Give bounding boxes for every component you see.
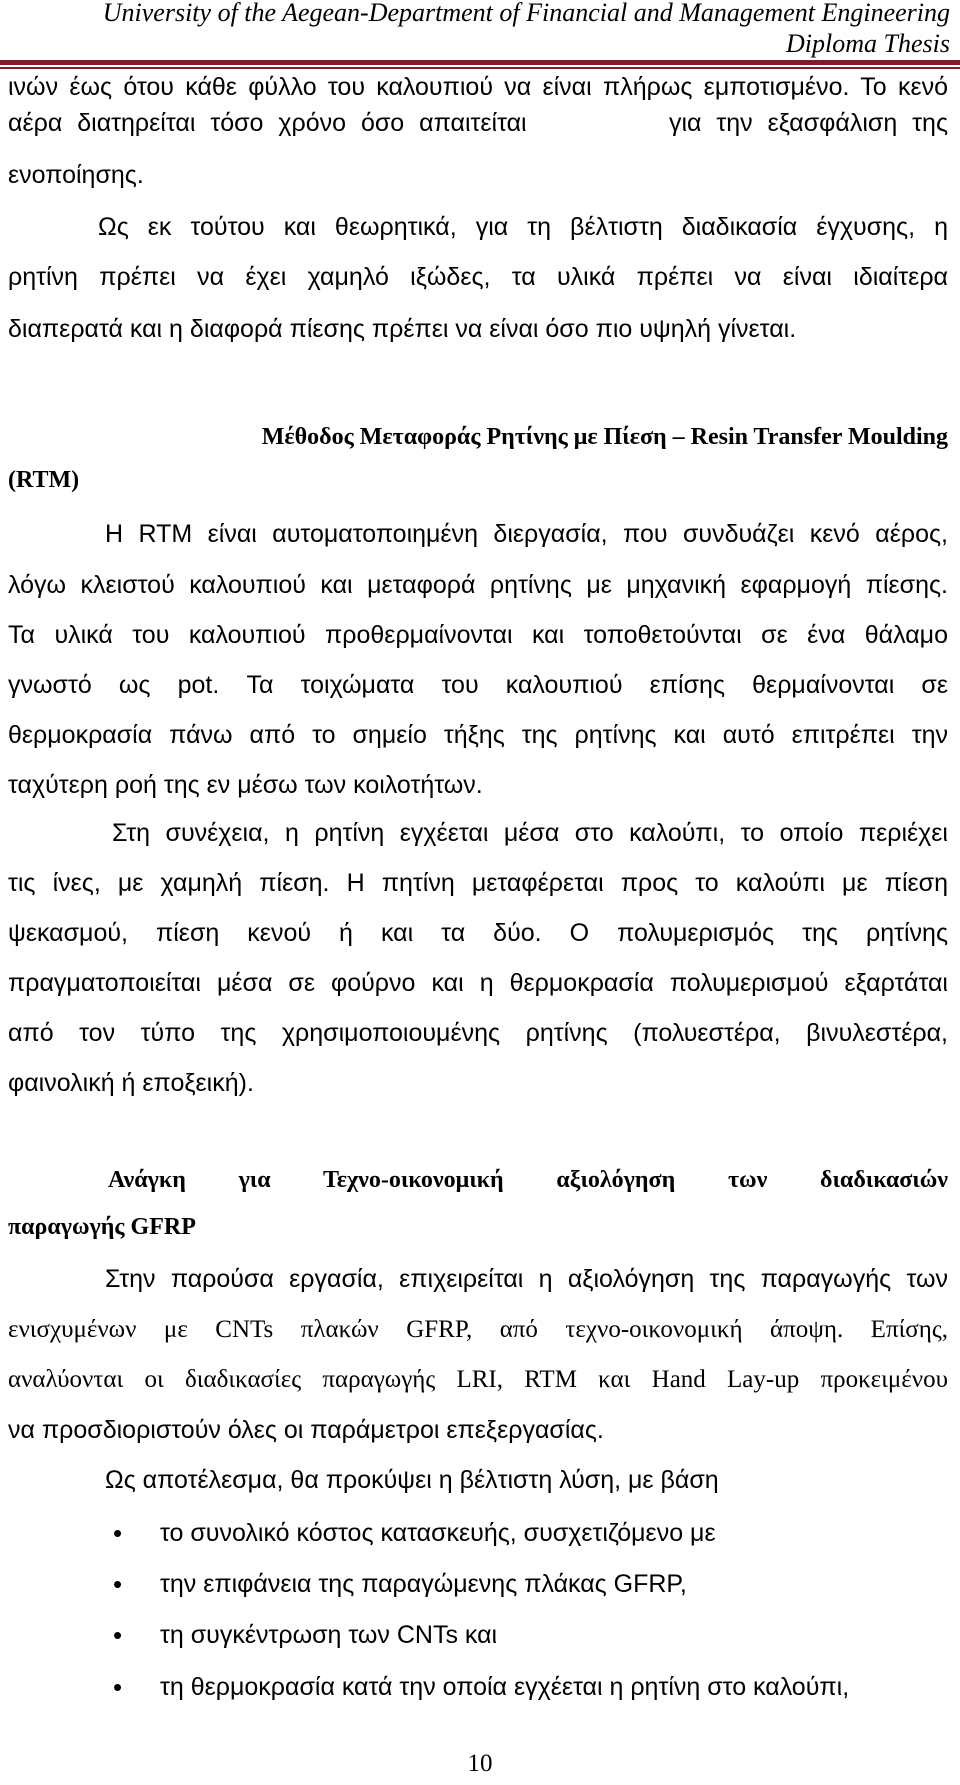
body-line: Ως εκ τούτου και θεωρητικά, για τη βέλτιστη διαδικασία έγχυσης, η <box>98 213 948 241</box>
body-line: γνωστό ως pot. Τα τοιχώματα του καλουπιού επίσης θερμαίνονται σε <box>8 671 948 699</box>
body-line: Στην παρούσα εργασία, επιχειρείται η αξιολόγηση της παραγωγής των <box>105 1265 948 1293</box>
body-line: ενοποίησης. <box>8 161 144 189</box>
section-heading-continued: (RTM) <box>8 467 80 493</box>
body-line <box>8 106 948 140</box>
body-line: Η RTM είναι αυτοματοποιημένη διεργασία, που συνδυάζει κενό αέρος, <box>105 520 948 548</box>
body-line: αναλύονται οι διαδικασίες παραγωγής LRI, RTM και Hand Lay-up προκειμένου <box>8 1366 948 1393</box>
list-item-text: τη συγκέντρωση των CNTs και <box>160 1621 498 1649</box>
bullet-icon: • <box>113 1569 123 1599</box>
header-document-type: Diploma Thesis <box>786 29 950 58</box>
list-item <box>8 1670 948 1704</box>
body-line: διαπερατά και η διαφορά πίεσης πρέπει να είναι όσο πιο υψηλή γίνεται. <box>8 315 797 343</box>
page-number: 10 <box>467 1750 493 1777</box>
section-heading: Ανάγκη για Τεχνο-οικονομική αξιολόγηση των διαδικασιών <box>108 1167 948 1193</box>
body-line: ενισχυμένων με CNTs πλακών GFRP, από τεχνο-οικονομική άποψη. Επίσης, <box>8 1316 948 1343</box>
section-heading: Μέθοδος Μεταφοράς Ρητίνης με Πίεση – Resin Transfer Moulding <box>261 424 948 450</box>
body-line: λόγω κλειστού καλουπιού και μεταφορά ρητίνης με μηχανική εφαρμογή πίεσης. <box>8 571 948 599</box>
header-rule-thin <box>0 67 960 69</box>
bullet-icon: • <box>113 1672 123 1702</box>
body-line-part: για την εξασφάλιση της <box>668 109 948 137</box>
list-item <box>8 1618 948 1652</box>
body-line: ψεκασμού, πίεση κενού ή και τα δύο. Ο πολυμερισμός της ρητίνης <box>8 919 948 947</box>
body-line: θερμοκρασία πάνω από το σημείο τήξης της ρητίνης και αυτό επιτρέπει την <box>8 721 948 749</box>
body-line: πραγματοποιείται μέσα σε φούρνο και η θερμοκρασία πολυμερισμού εξαρτάται <box>8 969 948 997</box>
body-line-part: αέρα διατηρείται τόσο χρόνο όσο απαιτείται <box>8 109 527 137</box>
header-institution: University of the Aegean-Department of Financial and Management Engineering <box>102 0 950 27</box>
list-item <box>8 1567 948 1601</box>
body-line: από τον τύπο της χρησιμοποιουμένης ρητίνης (πολυεστέρα, βινυλεστέρα, <box>8 1019 948 1047</box>
header-rule-thick <box>0 60 960 65</box>
body-line: Ως αποτέλεσμα, θα προκύψει η βέλτιστη λύση, με βάση <box>105 1466 719 1494</box>
body-line: Τα υλικά του καλουπιού προθερμαίνονται και τοποθετούνται σε ένα θάλαμο <box>8 621 948 649</box>
body-line: τις ίνες, με χαμηλή πίεση. Η πητίνη μεταφέρεται προς το καλούπι με πίεση <box>8 869 948 897</box>
list-item-text: το συνολικό κόστος κατασκευής, συσχετιζόμενο με <box>160 1519 716 1547</box>
body-line: φαινολική ή εποξεική). <box>8 1069 254 1097</box>
body-line: Στη συνέχεια, η ρητίνη εγχέεται μέσα στο καλούπι, το οποίο περιέχει <box>112 819 948 847</box>
list-item <box>8 1516 948 1550</box>
bullet-icon: • <box>113 1620 123 1650</box>
section-heading-continued: παραγωγής GFRP <box>8 1214 196 1240</box>
body-line: ταχύτερη ροή της εν μέσω των κοιλοτήτων. <box>8 771 483 799</box>
bullet-icon: • <box>113 1518 123 1548</box>
list-item-text: την επιφάνεια της παραγώμενης πλάκας GFRP, <box>160 1570 687 1598</box>
body-line: να προσδιοριστούν όλες οι παράμετροι επεξεργασίας. <box>8 1416 604 1444</box>
body-line: ρητίνη πρέπει να έχει χαμηλό ιξώδες, τα υλικά πρέπει να είναι ιδιαίτερα <box>8 263 948 291</box>
list-item-text: τη θερμοκρασία κατά την οποία εγχέεται η ρητίνη στο καλούπι, <box>160 1673 850 1701</box>
body-line: ινών έως ότου κάθε φύλλο του καλουπιού να είναι πλήρως εμποτισμένο. Το κενό <box>8 73 948 101</box>
